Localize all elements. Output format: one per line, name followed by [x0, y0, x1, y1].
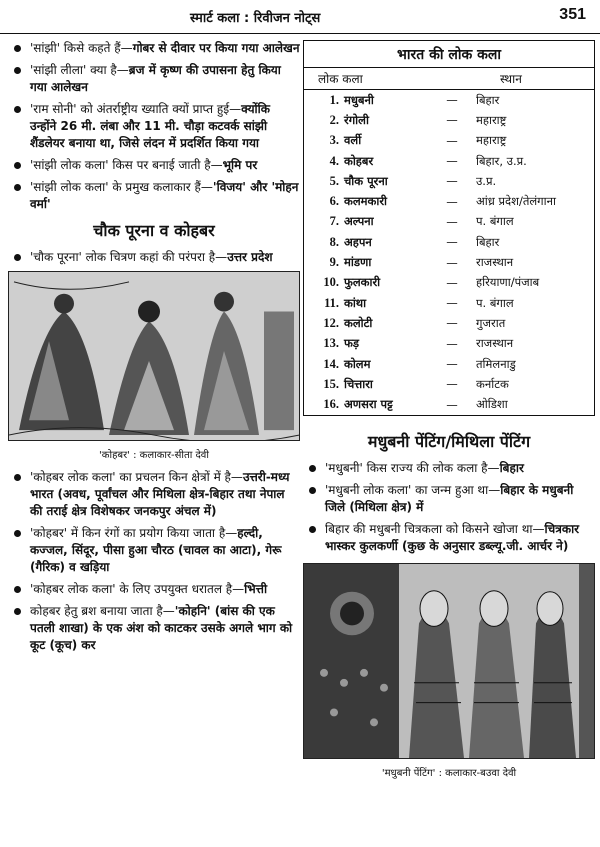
- list-item: 'सांझी लोक कला' किस पर बनाई जाती है—भूमि पर: [8, 157, 300, 174]
- table-row: 16. अणसरा पट्ट — ओडिशा: [323, 397, 508, 412]
- list-item: 'सांझी लीला' क्या है—ब्रज में कृष्ण की उपासना हेतु किया गया आलेखन: [8, 62, 300, 96]
- table-row: 6. कलमकारी — आंध्र प्रदेश/तेलंगाना: [329, 194, 556, 209]
- sanjhi-bullets: [8, 40, 300, 213]
- table-row: 7. अल्पना — प. बंगाल: [329, 214, 514, 229]
- madhubani-painting-image: [304, 564, 594, 758]
- table-row: 1. मधुबनी — बिहार: [329, 92, 500, 108]
- list-item: बिहार की मधुबनी चित्रकला को किसने खोजा था—चित्रकार भास्कर कुलकर्णी (कुछ के अनुसार डब्ल्यू.जी. आर्चर ने): [303, 521, 595, 555]
- page-number: 351: [559, 6, 586, 23]
- kohbar-painting: [8, 271, 300, 441]
- table-row: 5. चौक पूरना — उ.प्र.: [329, 173, 497, 189]
- list-item: 'कोहबर' में किन रंगों का प्रयोग किया जाता है—हल्दी, कज्जल, सिंदूर, पीसा हुआ चौरठ (चावल का आटा), गेरू (गैरिक) व खड़िया: [8, 525, 300, 576]
- table-row: 11. कांथा — प. बंगाल: [324, 295, 514, 311]
- list-item: 'मधुबनी' किस राज्य की लोक कला है—बिहार: [303, 460, 595, 477]
- table-row: 15. चित्तारा — कर्नाटक: [323, 376, 509, 392]
- chowk-bullets: [8, 249, 300, 266]
- table-row: 10. फुलकारी — हरियाणा/पंजाब: [323, 275, 540, 290]
- section-heading-chowk-kohbar: चौक पूरना व कोहबर: [93, 221, 215, 240]
- table-body: [304, 90, 594, 415]
- section-heading-madhubani: मधुबनी पेंटिंग/मिथिला पेंटिंग: [367, 431, 531, 451]
- list-item: कोहबर हेतु ब्रश बनाया जाता है—'कोहनि' (बांस की एक पतली शाखा) के एक अंश को काटकर उसके अगले भाग को कूट (कूच) कर: [8, 603, 300, 654]
- kohbar-caption: 'कोहबर' : कलाकार-सीता देवी: [99, 450, 209, 461]
- page-header: [0, 0, 600, 34]
- right-column: [303, 40, 595, 787]
- list-item: 'चौक पूरना' लोक चित्रण कहां की परंपरा है—उत्तर प्रदेश: [8, 249, 300, 266]
- left-column: [8, 40, 300, 659]
- list-item: 'कोहबर लोक कला' के लिए उपयुक्त धरातल है—भित्ती: [8, 581, 300, 598]
- list-item: 'सांझी लोक कला' के प्रमुख कलाकार हैं—'विजय' और 'मोहन वर्मा': [8, 179, 300, 213]
- running-title: स्मार्ट कला : रिवीजन नोट्स: [190, 11, 321, 26]
- kohbar-bullets: [8, 469, 300, 654]
- table-row: 12. कलोटी — गुजरात: [323, 315, 506, 331]
- folk-art-table: [303, 40, 595, 416]
- table-row: 8. अहपन — बिहार: [329, 234, 500, 250]
- table-row: 14. कोलम — तमिलनाडु: [323, 356, 516, 371]
- table-header: [304, 68, 594, 90]
- list-item: 'मधुबनी लोक कला' का जन्म हुआ था—बिहार के मधुबनी जिले (मिथिला क्षेत्र) में: [303, 482, 595, 516]
- list-item: 'राम सोनी' को अंतर्राष्ट्रीय ख्याति क्यों प्राप्त हुई—क्योंकि उन्होंने 26 मी. लंबा और 11 मी. चौड़ा कटवर्क सांझी शैंडलेयर बनाया था, जिसे लंदन में प्रदर्शित किया गया: [8, 101, 300, 152]
- table-row: 9. मांडणा — राजस्थान: [329, 255, 514, 270]
- madhubani-caption: 'मधुबनी पेंटिंग' : कलाकार-बउवा देवी: [381, 767, 517, 779]
- madhubani-painting: [303, 563, 595, 759]
- column-header-place: स्थान: [500, 72, 522, 86]
- table-row: 4. कोहबर — बिहार, उ.प्र.: [329, 153, 527, 169]
- madhubani-bullets: [303, 460, 595, 555]
- column-header-art: लोक कला: [318, 72, 363, 86]
- table-row: 2. रंगोली — महाराष्ट्र: [329, 112, 507, 128]
- table-row: 3. वर्ली — महाराष्ट्र: [329, 133, 507, 148]
- table-row: 13. फड़ — राजस्थान: [323, 336, 514, 351]
- kohbar-painting-image: [9, 272, 299, 440]
- list-item: 'सांझी' किसे कहते हैं—गोबर से दीवार पर किया गया आलेखन: [8, 40, 300, 57]
- table-title: भारत की लोक कला: [304, 41, 594, 68]
- list-item: 'कोहबर लोक कला' का प्रचलन किन क्षेत्रों में है—उत्तरी-मध्य भारत (अवध, पूर्वांचल और मिथिला क्षेत्र-बिहार तथा नेपाल की तराई क्षेत्र विशेषकर जनकपुर अंचल में): [8, 469, 300, 520]
